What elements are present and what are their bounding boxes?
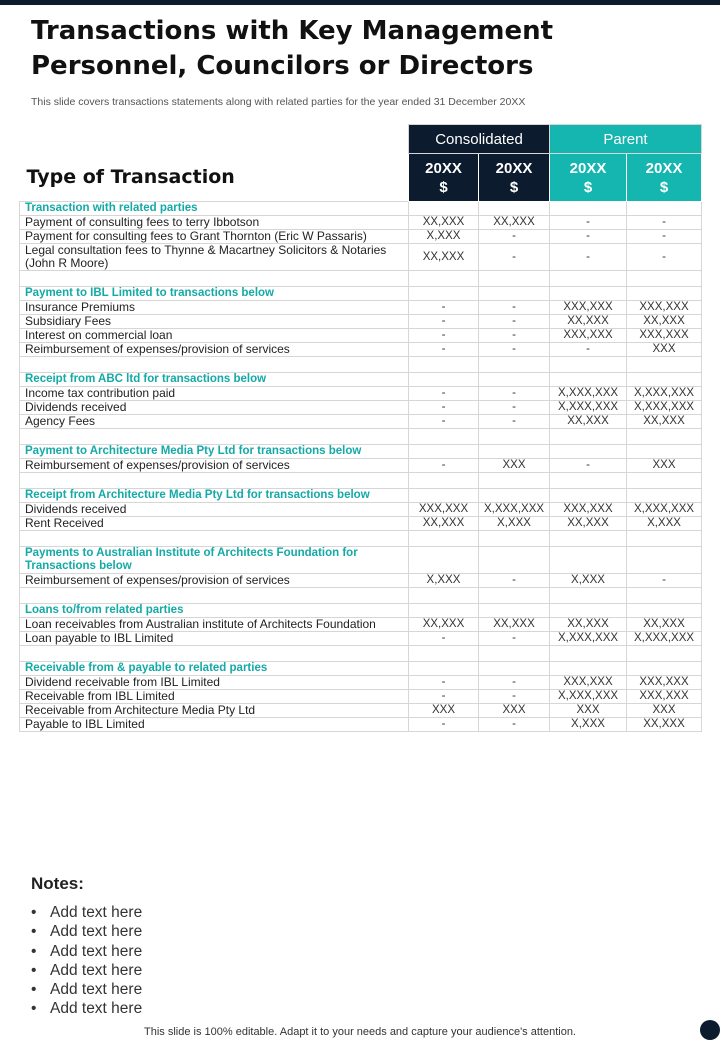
value-cell: XX,XXX <box>627 618 702 632</box>
transaction-label: Income tax contribution paid <box>20 387 409 401</box>
table-row <box>20 690 702 704</box>
notes-title: Notes: <box>31 874 84 893</box>
transaction-label: Loan payable to IBL Limited <box>20 632 409 646</box>
section-title: Payment to Architecture Media Pty Ltd for transactions below <box>20 445 409 459</box>
transaction-label: Dividends received <box>20 401 409 415</box>
footer-note: This slide is 100% editable. Adapt it to your needs and capture your audience's attention. <box>144 1026 576 1038</box>
value-cell: XXX <box>409 704 479 718</box>
value-cell: - <box>550 343 627 357</box>
value-cell: - <box>409 329 479 343</box>
value-cell: XXX,XXX <box>550 676 627 690</box>
value-cell: XX,XXX <box>550 517 627 531</box>
corner-dot-decoration <box>700 1020 720 1040</box>
section-title: Loans to/from related parties <box>20 604 409 618</box>
value-cell: - <box>409 690 479 704</box>
transaction-label: Agency Fees <box>20 415 409 429</box>
section-title: Payments to Australian Institute of Architects Foundation for Transactions below <box>20 547 409 574</box>
value-cell: XXX,XXX <box>550 503 627 517</box>
table-row <box>20 632 702 646</box>
page-title: Transactions with Key Management Personnel, Councilors or Directors <box>31 16 554 81</box>
spacer-row <box>20 429 702 445</box>
value-cell: XX,XXX <box>409 244 479 271</box>
value-cell: XX,XXX <box>627 415 702 429</box>
value-cell: - <box>409 315 479 329</box>
transaction-label: Subsidiary Fees <box>20 315 409 329</box>
section-header-row <box>20 202 702 216</box>
value-cell: - <box>627 230 702 244</box>
section-header-row <box>20 489 702 503</box>
parent-header: Parent <box>550 125 702 154</box>
value-cell: - <box>479 401 550 415</box>
table-row <box>20 574 702 588</box>
section-header-row <box>20 445 702 459</box>
value-cell: - <box>479 387 550 401</box>
value-cell: - <box>479 718 550 732</box>
header-group-row <box>20 125 702 154</box>
value-cell: XX,XXX <box>550 618 627 632</box>
page-subtitle: This slide covers transactions statements along with related parties for the year ended 31 December 20XX <box>31 96 526 108</box>
consolidated-year-1-header: 20XX $ <box>409 154 479 202</box>
section-header-row <box>20 604 702 618</box>
value-cell: XXX,XXX <box>627 676 702 690</box>
note-item: • Add text here <box>31 942 143 960</box>
table-row <box>20 329 702 343</box>
transaction-label: Loan receivables from Australian institute of Architects Foundation <box>20 618 409 632</box>
transaction-label: Rent Received <box>20 517 409 531</box>
consolidated-header: Consolidated <box>409 125 550 154</box>
value-cell: - <box>409 459 479 473</box>
consolidated-year-2-header: 20XX $ <box>479 154 550 202</box>
value-cell: XX,XXX <box>479 216 550 230</box>
value-cell: X,XXX,XXX <box>627 632 702 646</box>
transaction-label: Dividend receivable from IBL Limited <box>20 676 409 690</box>
notes-list <box>31 903 142 1019</box>
value-cell: XX,XXX <box>409 517 479 531</box>
value-cell: - <box>409 415 479 429</box>
table-row <box>20 718 702 732</box>
table-row <box>20 387 702 401</box>
value-cell: - <box>550 244 627 271</box>
value-cell: X,XXX <box>550 718 627 732</box>
value-cell: - <box>479 301 550 315</box>
value-cell: X,XXX <box>409 230 479 244</box>
note-item: • Add text here <box>31 981 143 999</box>
section-title: Receipt from Architecture Media Pty Ltd for transactions below <box>20 489 409 503</box>
value-cell: - <box>550 459 627 473</box>
value-cell: - <box>479 329 550 343</box>
transaction-label: Payment for consulting fees to Grant Thornton (Eric W Passaris) <box>20 230 409 244</box>
value-cell: X,XXX,XXX <box>550 690 627 704</box>
value-cell: - <box>409 632 479 646</box>
value-cell: XXX <box>479 704 550 718</box>
value-cell: XXX,XXX <box>409 503 479 517</box>
table-row <box>20 401 702 415</box>
transaction-label: Insurance Premiums <box>20 301 409 315</box>
value-cell: X,XXX,XXX <box>627 387 702 401</box>
section-header-row <box>20 662 702 676</box>
value-cell: X,XXX <box>550 574 627 588</box>
value-cell: XXX,XXX <box>627 329 702 343</box>
table-row <box>20 244 702 271</box>
section-title: Payment to IBL Limited to transactions below <box>20 287 409 301</box>
transaction-label: Reimbursement of expenses/provision of services <box>20 459 409 473</box>
table-row <box>20 704 702 718</box>
value-cell: XXX,XXX <box>627 301 702 315</box>
transaction-label: Reimbursement of expenses/provision of services <box>20 343 409 357</box>
value-cell: XX,XXX <box>550 315 627 329</box>
value-cell: - <box>479 244 550 271</box>
spacer-row <box>20 271 702 287</box>
transaction-label: Payment of consulting fees to terry Ibbotson <box>20 216 409 230</box>
table-row <box>20 343 702 357</box>
note-item: • Add text here <box>31 1000 143 1018</box>
top-accent-bar <box>0 0 720 5</box>
transaction-label: Legal consultation fees to Thynne & Macartney Solicitors & Notaries (John R Moore) <box>20 244 409 271</box>
value-cell: - <box>409 676 479 690</box>
transaction-label: Dividends received <box>20 503 409 517</box>
note-item: • Add text here <box>31 904 143 921</box>
value-cell: XXX,XXX <box>627 690 702 704</box>
value-cell: X,XXX,XXX <box>627 401 702 415</box>
value-cell: XXX,XXX <box>550 301 627 315</box>
table-row <box>20 415 702 429</box>
value-cell: - <box>627 216 702 230</box>
section-header-row <box>20 287 702 301</box>
parent-year-1-header: 20XX $ <box>550 154 627 202</box>
transaction-label: Reimbursement of expenses/provision of services <box>20 574 409 588</box>
note-item: • Add text here <box>31 923 143 941</box>
value-cell: XXX <box>627 704 702 718</box>
value-cell: - <box>627 244 702 271</box>
value-cell: - <box>409 301 479 315</box>
value-cell: X,XXX,XXX <box>550 401 627 415</box>
value-cell: - <box>409 343 479 357</box>
table-row <box>20 517 702 531</box>
value-cell: XX,XXX <box>409 618 479 632</box>
value-cell: X,XXX,XXX <box>627 503 702 517</box>
value-cell: - <box>479 632 550 646</box>
spacer-row <box>20 531 702 547</box>
value-cell: X,XXX <box>627 517 702 531</box>
parent-year-2-header: 20XX $ <box>627 154 702 202</box>
value-cell: - <box>479 676 550 690</box>
type-of-transaction-header: Type of Transaction <box>26 166 235 189</box>
table-row <box>20 216 702 230</box>
value-cell: - <box>479 690 550 704</box>
value-cell: XX,XXX <box>627 718 702 732</box>
value-cell: XXX <box>479 459 550 473</box>
spacer-row <box>20 357 702 373</box>
value-cell: XX,XXX <box>550 415 627 429</box>
value-cell: XX,XXX <box>479 618 550 632</box>
table-row <box>20 301 702 315</box>
transaction-label: Receivable from Architecture Media Pty Ltd <box>20 704 409 718</box>
table-row <box>20 459 702 473</box>
spacer-row <box>20 646 702 662</box>
section-title: Receipt from ABC ltd for transactions below <box>20 373 409 387</box>
section-header-row <box>20 373 702 387</box>
value-cell: - <box>479 230 550 244</box>
value-cell: XX,XXX <box>409 216 479 230</box>
transaction-label: Payable to IBL Limited <box>20 718 409 732</box>
value-cell: XX,XXX <box>627 315 702 329</box>
table-row <box>20 230 702 244</box>
value-cell: X,XXX,XXX <box>479 503 550 517</box>
value-cell: X,XXX <box>479 517 550 531</box>
table-row <box>20 315 702 329</box>
value-cell: XXX <box>627 343 702 357</box>
transaction-label: Receivable from IBL Limited <box>20 690 409 704</box>
header-year-row <box>20 154 702 202</box>
section-title: Receivable from & payable to related parties <box>20 662 409 676</box>
value-cell: - <box>479 415 550 429</box>
value-cell: - <box>550 230 627 244</box>
note-item: • Add text here <box>31 961 143 979</box>
spacer-row <box>20 588 702 604</box>
value-cell: - <box>409 718 479 732</box>
value-cell: - <box>479 343 550 357</box>
table-row <box>20 676 702 690</box>
section-title: Transaction with related parties <box>20 202 409 216</box>
value-cell: - <box>550 216 627 230</box>
value-cell: - <box>479 315 550 329</box>
value-cell: XXX <box>627 459 702 473</box>
value-cell: - <box>409 387 479 401</box>
value-cell: X,XXX <box>409 574 479 588</box>
value-cell: X,XXX,XXX <box>550 387 627 401</box>
table-row <box>20 618 702 632</box>
spacer-row <box>20 473 702 489</box>
value-cell: - <box>627 574 702 588</box>
section-header-row <box>20 547 702 574</box>
transaction-label: Interest on commercial loan <box>20 329 409 343</box>
table-row <box>20 503 702 517</box>
value-cell: XXX,XXX <box>550 329 627 343</box>
transactions-table <box>19 124 702 732</box>
value-cell: - <box>479 574 550 588</box>
value-cell: - <box>409 401 479 415</box>
value-cell: X,XXX,XXX <box>550 632 627 646</box>
table-body <box>20 202 702 732</box>
value-cell: XXX <box>550 704 627 718</box>
